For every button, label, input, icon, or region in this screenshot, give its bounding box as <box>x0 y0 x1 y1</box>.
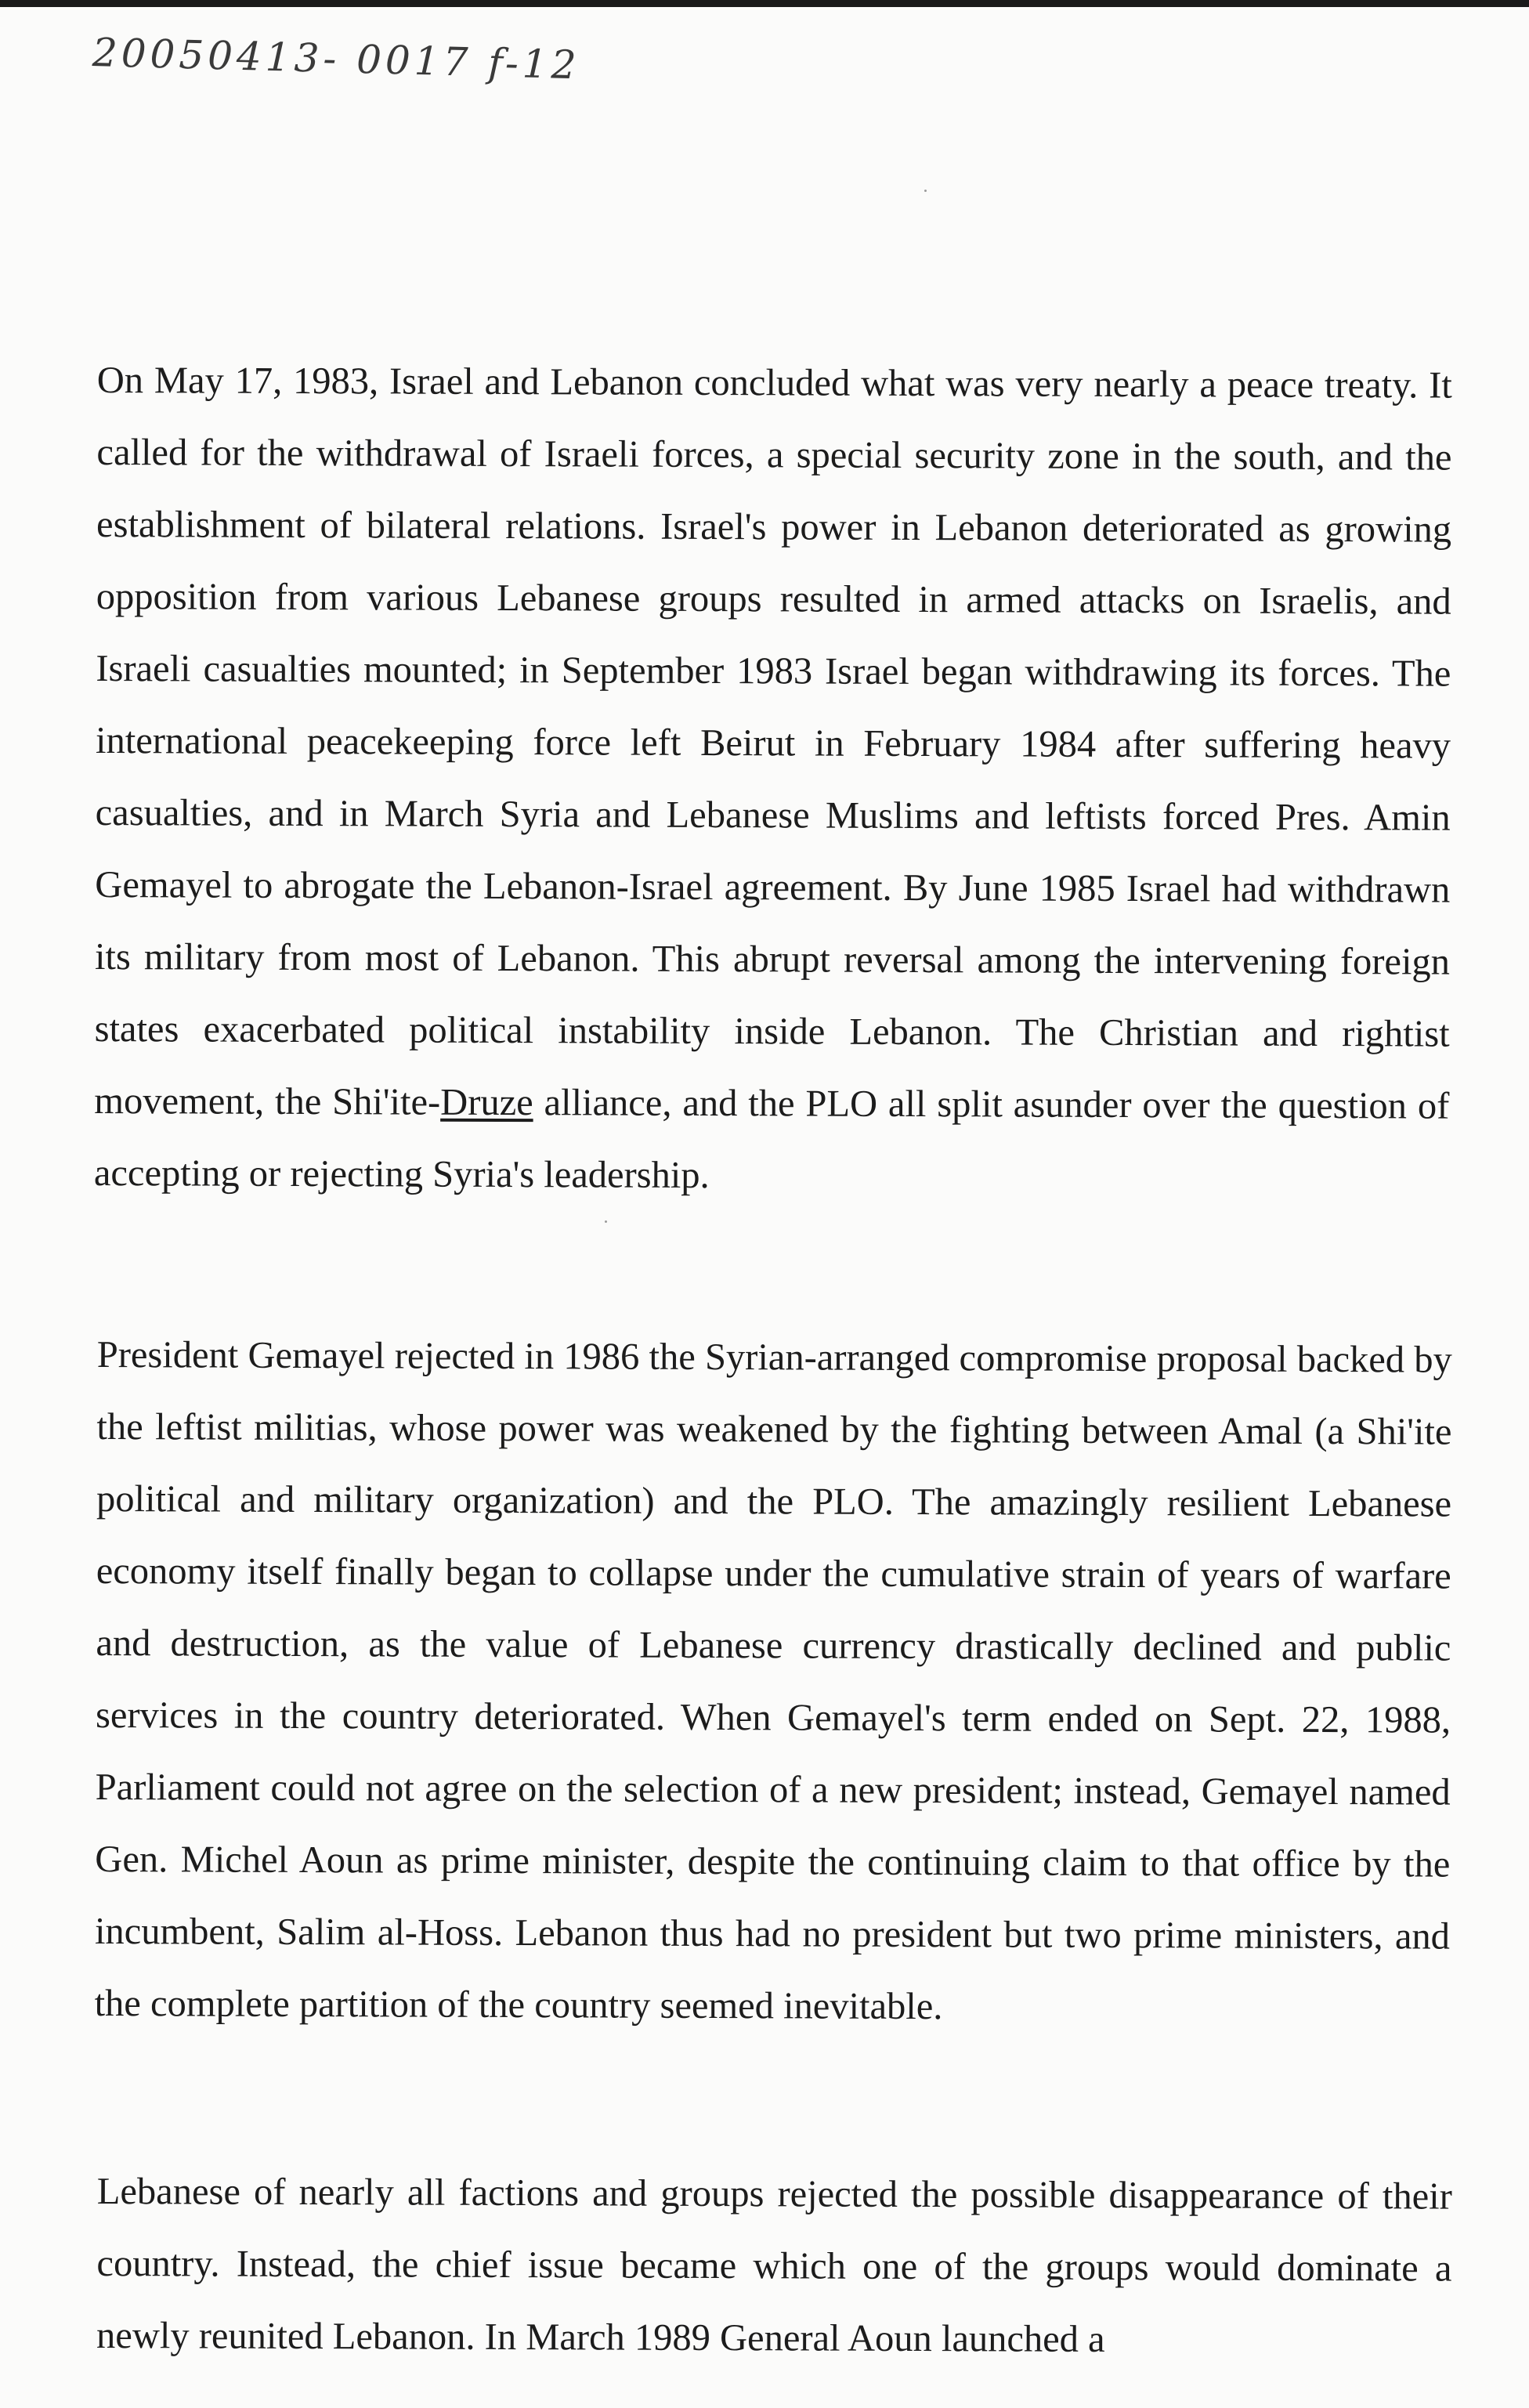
paragraph-1-text-after: alliance, and the PLO all split asunder over the question of accepting or rejecting Syria's leadership. <box>93 1082 1450 1197</box>
handwritten-reference-number: 20050413- 0017 f-12 <box>92 30 581 89</box>
underlined-word-druze: Druze <box>440 1081 533 1124</box>
paragraph-1-text-before: On May 17, 1983, Israel and Lebanon concluded what was very nearly a peace treaty. It called for the withdrawal of Israeli forces, a special security zone in the south, and the establishment of bilateral relations. Israel's power in Lebanon deteriorated as growing opposition from various Lebanese groups resulted in armed attacks on Israelis, and Israeli casualties mounted; in September 1983 Israel began withdrawing its forces. The international peacekeeping force left Beirut in February 1984 after suffering heavy casualties, and in March Syria and Lebanese Muslims and leftists forced Pres. Amin Gemayel to abrogate the Lebanon-Israel agreement. By June 1985 Israel had withdrawn its military from most of Lebanon. This abrupt reversal among the intervening foreign states exacerbated political instability inside Lebanon. The Christian and rightist movement, the Shi'ite- <box>94 359 1452 1123</box>
scan-speck <box>924 190 927 192</box>
scan-top-edge <box>0 0 1529 7</box>
paragraph-2: President Gemayel rejected in 1986 the Syrian-arranged compromise proposal backed by the leftist militias, whose power was weakened by the fighting between Amal (a Shi'ite political and military organization) and the PLO. The amazingly resilient Lebanese economy itself finally began to collapse under the cumulative strain of years of warfare and destruction, as the value of Lebanese currency drastically declined and public services in the country deteriorated. When Gemayel's term ended on Sept. 22, 1988, Parliament could not agree on the selection of a new president; instead, Gemayel named Gen. Michel Aoun as prime minister, despite the continuing claim to that office by the incumbent, Salim al-Hoss. Lebanon thus had no president but two prime ministers, and the complete partition of the country seemed inevitable. <box>94 1333 1452 2028</box>
paragraph-1 <box>94 345 1452 1215</box>
scan-speck <box>605 1220 607 1223</box>
paragraph-3: Lebanese of nearly all factions and groups rejected the possible disappearance of their country. Instead, the chief issue became which one of the groups would dominate a newly reunited Lebanon. In March 1989 General Aoun launched a <box>96 2170 1452 2360</box>
